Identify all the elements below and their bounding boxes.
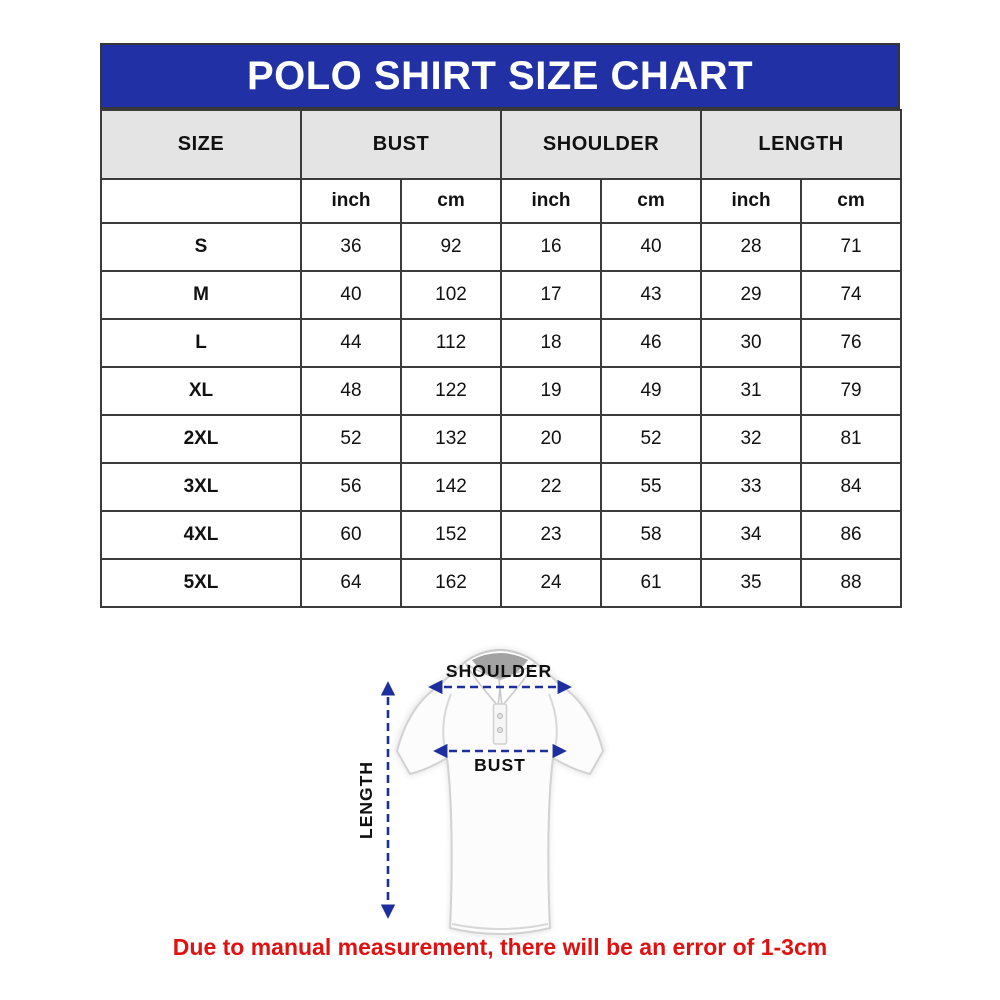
unit-header-1: cm [401, 179, 501, 223]
table-row [101, 463, 901, 511]
value-cell: 19 [501, 367, 601, 415]
value-cell: 17 [501, 271, 601, 319]
unit-header-4: inch [701, 179, 801, 223]
size-table-body [101, 223, 901, 607]
length-label: LENGTH [356, 761, 376, 839]
table-row [101, 223, 901, 271]
value-cell: 35 [701, 559, 801, 607]
size-label: XL [101, 367, 301, 415]
chart-title: POLO SHIRT SIZE CHART [100, 43, 900, 109]
value-cell: 43 [601, 271, 701, 319]
value-cell: 34 [701, 511, 801, 559]
value-cell: 16 [501, 223, 601, 271]
value-cell: 122 [401, 367, 501, 415]
column-group-shoulder: SHOULDER [501, 110, 701, 179]
size-label: M [101, 271, 301, 319]
value-cell: 58 [601, 511, 701, 559]
bust-label: BUST [474, 755, 526, 775]
value-cell: 30 [701, 319, 801, 367]
value-cell: 40 [601, 223, 701, 271]
value-cell: 46 [601, 319, 701, 367]
column-group-length: LENGTH [701, 110, 901, 179]
size-table [100, 109, 902, 608]
measurement-error-note: Due to manual measurement, there will be an error of 1-3cm [172, 934, 828, 960]
value-cell: 61 [601, 559, 701, 607]
value-cell: 28 [701, 223, 801, 271]
value-cell: 20 [501, 415, 601, 463]
value-cell: 56 [301, 463, 401, 511]
measurement-diagram [300, 618, 700, 960]
value-cell: 18 [501, 319, 601, 367]
size-label: L [101, 319, 301, 367]
value-cell: 152 [401, 511, 501, 559]
value-cell: 52 [601, 415, 701, 463]
value-cell: 33 [701, 463, 801, 511]
value-cell: 162 [401, 559, 501, 607]
button-bottom [498, 728, 503, 733]
value-cell: 112 [401, 319, 501, 367]
value-cell: 52 [301, 415, 401, 463]
column-group-bust: BUST [301, 110, 501, 179]
value-cell: 79 [801, 367, 901, 415]
size-label: 2XL [101, 415, 301, 463]
value-cell: 81 [801, 415, 901, 463]
button-top [498, 714, 503, 719]
placket [494, 704, 507, 744]
unit-header-2: inch [501, 179, 601, 223]
table-row [101, 271, 901, 319]
unit-row [101, 179, 901, 223]
value-cell: 29 [701, 271, 801, 319]
value-cell: 76 [801, 319, 901, 367]
value-cell: 23 [501, 511, 601, 559]
group-row [101, 110, 901, 179]
value-cell: 142 [401, 463, 501, 511]
value-cell: 86 [801, 511, 901, 559]
value-cell: 102 [401, 271, 501, 319]
unit-header-5: cm [801, 179, 901, 223]
table-row [101, 319, 901, 367]
shoulder-label: SHOULDER [445, 661, 553, 681]
value-cell: 22 [501, 463, 601, 511]
value-cell: 44 [301, 319, 401, 367]
value-cell: 92 [401, 223, 501, 271]
value-cell: 88 [801, 559, 901, 607]
table-row [101, 415, 901, 463]
table-row [101, 511, 901, 559]
unit-empty-cell [101, 179, 301, 223]
value-cell: 40 [301, 271, 401, 319]
value-cell: 55 [601, 463, 701, 511]
value-cell: 36 [301, 223, 401, 271]
value-cell: 74 [801, 271, 901, 319]
value-cell: 31 [701, 367, 801, 415]
unit-header-0: inch [301, 179, 401, 223]
size-label: 3XL [101, 463, 301, 511]
size-label: 4XL [101, 511, 301, 559]
value-cell: 48 [301, 367, 401, 415]
size-label: 5XL [101, 559, 301, 607]
value-cell: 84 [801, 463, 901, 511]
value-cell: 64 [301, 559, 401, 607]
table-row [101, 559, 901, 607]
unit-header-3: cm [601, 179, 701, 223]
column-group-size: SIZE [101, 110, 301, 179]
size-chart-panel [100, 43, 900, 608]
value-cell: 71 [801, 223, 901, 271]
value-cell: 60 [301, 511, 401, 559]
table-row [101, 367, 901, 415]
value-cell: 32 [701, 415, 801, 463]
size-label: S [101, 223, 301, 271]
value-cell: 24 [501, 559, 601, 607]
value-cell: 132 [401, 415, 501, 463]
value-cell: 49 [601, 367, 701, 415]
